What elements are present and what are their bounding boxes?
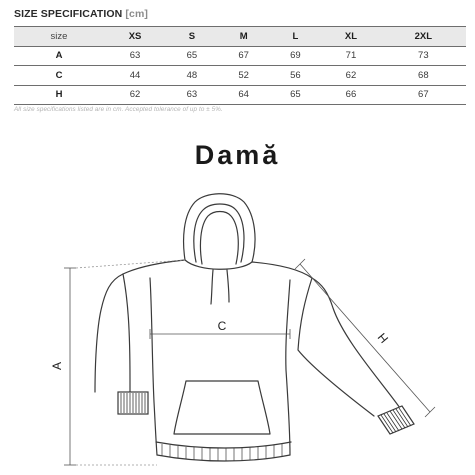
table-cell: 62 [321,66,380,86]
hoodie-outline [95,194,400,461]
left-cuff [118,392,148,414]
size-spec-unit: [cm] [125,8,148,20]
table-cell: 66 [321,85,380,105]
label-a: A [50,361,64,371]
header-s: S [166,27,218,47]
table-cell: 67 [381,85,466,105]
measure-a [64,260,185,465]
table-cell: 63 [166,85,218,105]
table-cell: 69 [270,46,322,66]
header-l: L [270,27,322,47]
table-cell: 73 [381,46,466,66]
size-table-header-row [14,27,466,47]
row-label-h: H [14,85,104,105]
table-cell: 64 [218,85,270,105]
tolerance-note: All size specifications listed are in cm. Accepted tolerance of up to ± 5%. [14,106,223,113]
table-cell: 67 [218,46,270,66]
measure-h [295,259,435,417]
table-cell: 48 [166,66,218,86]
table-cell: 44 [104,66,166,86]
table-cell: 63 [104,46,166,66]
right-cuff [378,406,414,434]
header-xl: XL [321,27,380,47]
table-row-a [14,46,466,66]
row-label-a: A [14,46,104,66]
header-2xl: 2XL [381,27,466,47]
label-c: C [217,319,227,333]
table-cell: 68 [381,66,466,86]
size-spec-title-text: SIZE SPECIFICATION [14,8,123,20]
table-row-h [14,85,466,105]
size-table [14,26,466,105]
label-h: H [374,330,392,346]
header-xs: XS [104,27,166,47]
table-cell: 65 [270,85,322,105]
table-row-c [14,66,466,86]
row-label-c: C [14,66,104,86]
table-cell: 56 [270,66,322,86]
table-cell: 65 [166,46,218,66]
header-m: M [218,27,270,47]
hoodie-measurement-diagram [0,180,475,475]
size-spec-title [14,8,148,20]
table-cell: 71 [321,46,380,66]
table-cell: 52 [218,66,270,86]
page-heading: Damă [194,140,281,170]
header-size: size [14,27,104,47]
table-cell: 62 [104,85,166,105]
